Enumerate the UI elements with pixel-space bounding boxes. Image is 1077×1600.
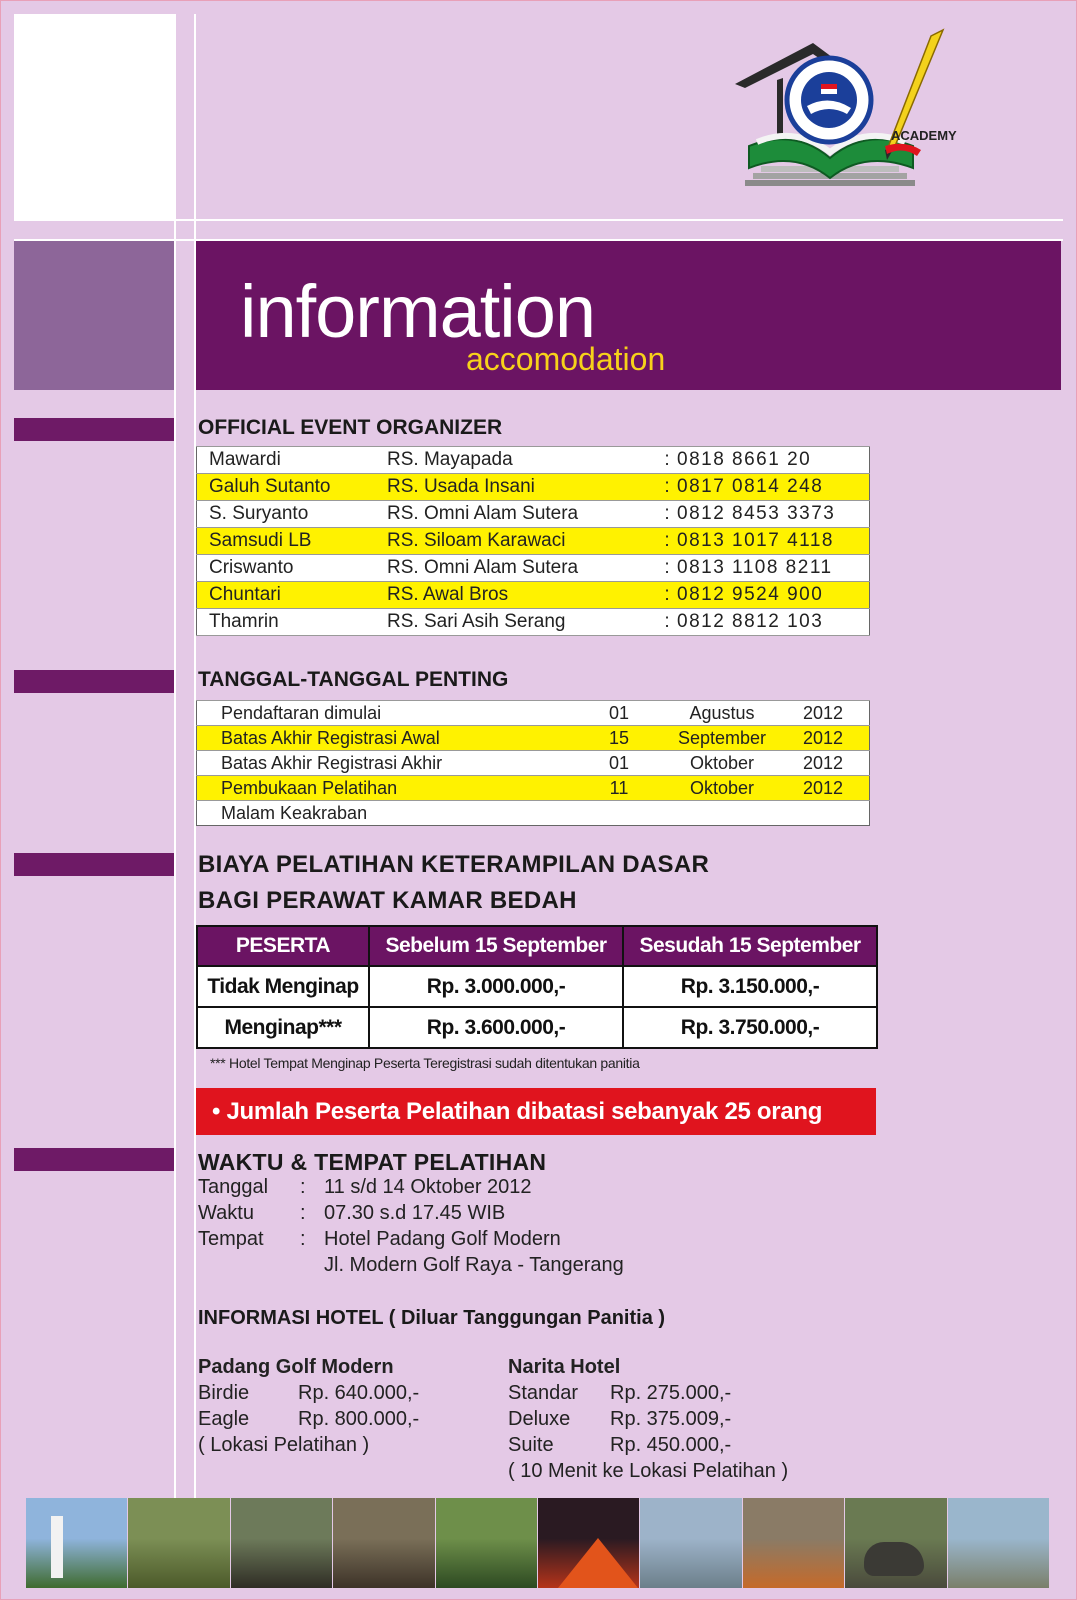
date-event: Batas Akhir Registrasi Akhir xyxy=(197,751,592,776)
hotel-room-price: Rp. 375.009,- xyxy=(610,1408,732,1430)
organizer-hospital: RS. Siloam Karawaci xyxy=(375,528,657,555)
lighthouse-shape xyxy=(51,1516,63,1578)
date-month: September xyxy=(647,726,797,751)
date-year: 2012 xyxy=(797,751,870,776)
photo-rhinoceros xyxy=(845,1498,947,1588)
venue-label: Tempat xyxy=(198,1228,264,1250)
hotel-room-price: Rp. 640.000,- xyxy=(298,1382,420,1404)
hotel-room-type: Eagle xyxy=(198,1408,250,1430)
section-marker-dates xyxy=(14,670,174,693)
organizer-name: Galuh Sutanto xyxy=(197,474,376,501)
date-year xyxy=(797,801,870,826)
hotels-heading: INFORMASI HOTEL ( Diluar Tanggungan Panitia ) xyxy=(198,1307,666,1329)
hotel-name: Narita Hotel xyxy=(508,1356,621,1378)
organizer-phone: 0812 9524 900 xyxy=(677,582,870,609)
photo-cannon-monument xyxy=(948,1498,1050,1588)
organizer-phone: 0813 1017 4118 xyxy=(677,528,870,555)
organizer-colon: : xyxy=(657,528,677,555)
venue-colon: : xyxy=(300,1202,306,1224)
section-marker-organizer xyxy=(14,418,174,441)
organizer-colon: : xyxy=(657,582,677,609)
venue-colon: : xyxy=(300,1228,306,1250)
date-day: 15 xyxy=(591,726,647,751)
organizer-phone: 0818 8661 20 xyxy=(677,447,870,474)
organizer-colon: : xyxy=(657,501,677,528)
hotel-room-row xyxy=(198,1408,488,1434)
fees-note: *** Hotel Tempat Menginap Peserta Teregistrasi sudah ditentukan panitia xyxy=(210,1055,640,1071)
organizer-hospital: RS. Omni Alam Sutera xyxy=(375,501,657,528)
photo-boat-race xyxy=(640,1498,742,1588)
fees-heading-line2: BAGI PERAWAT KAMAR BEDAH xyxy=(198,887,577,914)
venue-value: Hotel Padang Golf Modern xyxy=(324,1228,561,1250)
date-row xyxy=(197,751,870,776)
section-marker-venue xyxy=(14,1148,174,1171)
hotel-room-type: Deluxe xyxy=(508,1408,571,1430)
organizer-name: Chuntari xyxy=(197,582,376,609)
date-row xyxy=(197,726,870,751)
organizer-row xyxy=(197,582,870,609)
organizer-hospital: RS. Usada Insani xyxy=(375,474,657,501)
organizer-hospital: RS. Awal Bros xyxy=(375,582,657,609)
hotel-narita xyxy=(508,1356,858,1486)
date-day: 01 xyxy=(591,701,647,726)
date-month: Oktober xyxy=(647,776,797,801)
organizer-name: S. Suryanto xyxy=(197,501,376,528)
organizer-name: Criswanto xyxy=(197,555,376,582)
hotel-room-price: Rp. 800.000,- xyxy=(298,1408,420,1430)
photo-traditional-people xyxy=(231,1498,333,1588)
photo-dragon-boat xyxy=(743,1498,845,1588)
organizer-name: Mawardi xyxy=(197,447,376,474)
venue-label: Tanggal xyxy=(198,1176,269,1198)
hotel-room-type: Standar xyxy=(508,1382,579,1404)
date-day: 01 xyxy=(591,751,647,776)
organizer-table xyxy=(196,446,870,636)
date-year: 2012 xyxy=(797,726,870,751)
venue-label: Waktu xyxy=(198,1202,254,1224)
hotel-note: ( 10 Menit ke Lokasi Pelatihan ) xyxy=(508,1460,789,1482)
hotel-padang-golf xyxy=(198,1356,488,1460)
rhino-shape xyxy=(864,1542,924,1576)
date-year: 2012 xyxy=(797,776,870,801)
hotel-room-row xyxy=(508,1408,858,1434)
organizer-row xyxy=(197,474,870,501)
participant-limit-banner: • Jumlah Peserta Pelatihan dibatasi sebanyak 25 orang xyxy=(196,1088,876,1135)
date-month: Agustus xyxy=(647,701,797,726)
svg-text:ACADEMY: ACADEMY xyxy=(891,128,957,143)
date-event: Pembukaan Pelatihan xyxy=(197,776,592,801)
photo-village-huts xyxy=(128,1498,230,1588)
venue-value: Jl. Modern Golf Raya - Tangerang xyxy=(324,1254,624,1276)
organizer-heading: OFFICIAL EVENT ORGANIZER xyxy=(198,416,503,439)
hipkabi-academy-logo xyxy=(735,28,1005,203)
date-year: 2012 xyxy=(797,701,870,726)
left-accent-block xyxy=(14,241,174,390)
banner-title: information xyxy=(240,270,596,353)
organizer-hospital: RS. Mayapada xyxy=(375,447,657,474)
fees-heading-line1: BIAYA PELATIHAN KETERAMPILAN DASAR xyxy=(198,851,710,878)
organizer-phone: 0813 1108 8211 xyxy=(677,555,870,582)
fee-header: PESERTA xyxy=(197,926,369,966)
venue-value: 11 s/d 14 Oktober 2012 xyxy=(324,1176,532,1198)
organizer-phone: 0812 8812 103 xyxy=(677,609,870,636)
photo-dancers xyxy=(333,1498,435,1588)
fee-price: Rp. 3.000.000,- xyxy=(369,966,623,1007)
organizer-phone: 0812 8453 3373 xyxy=(677,501,870,528)
hotel-room-type: Birdie xyxy=(198,1382,250,1404)
hotel-room-price: Rp. 450.000,- xyxy=(610,1434,732,1456)
dates-heading: TANGGAL-TANGGAL PENTING xyxy=(198,668,509,691)
organizer-hospital: RS. Omni Alam Sutera xyxy=(375,555,657,582)
fees-table xyxy=(196,925,878,1049)
organizer-colon: : xyxy=(657,474,677,501)
organizer-colon: : xyxy=(657,447,677,474)
photo-volcano-eruption xyxy=(538,1498,640,1588)
date-event: Batas Akhir Registrasi Awal xyxy=(197,726,592,751)
date-day xyxy=(591,801,647,826)
organizer-row xyxy=(197,555,870,582)
fee-header: Sebelum 15 September xyxy=(369,926,623,966)
logo-placeholder-box xyxy=(14,14,174,219)
date-month xyxy=(647,801,797,826)
hotel-room-row xyxy=(508,1382,858,1408)
photo-strip xyxy=(26,1498,1050,1588)
organizer-row xyxy=(197,447,870,474)
volcano-shape xyxy=(558,1538,638,1588)
venue-colon: : xyxy=(300,1176,306,1198)
date-row xyxy=(197,701,870,726)
organizer-hospital: RS. Sari Asih Serang xyxy=(375,609,657,636)
fee-price: Rp. 3.750.000,- xyxy=(623,1007,877,1048)
dates-table xyxy=(196,700,870,826)
fee-header: Sesudah 15 September xyxy=(623,926,877,966)
organizer-phone: 0817 0814 248 xyxy=(677,474,870,501)
hotel-note: ( Lokasi Pelatihan ) xyxy=(198,1434,370,1456)
date-day: 11 xyxy=(591,776,647,801)
fee-price: Rp. 3.600.000,- xyxy=(369,1007,623,1048)
date-event: Malam Keakraban xyxy=(197,801,592,826)
date-row xyxy=(197,801,870,826)
hotel-name: Padang Golf Modern xyxy=(198,1356,394,1378)
date-row xyxy=(197,776,870,801)
hotel-room-type: Suite xyxy=(508,1434,554,1456)
information-banner xyxy=(196,241,1061,390)
organizer-name: Samsudi LB xyxy=(197,528,376,555)
fee-participant-type: Menginap*** xyxy=(197,1007,369,1048)
hotel-room-row xyxy=(198,1382,488,1408)
fee-row xyxy=(197,966,877,1007)
date-month: Oktober xyxy=(647,751,797,776)
fee-participant-type: Tidak Menginap xyxy=(197,966,369,1007)
fee-row xyxy=(197,1007,877,1048)
organizer-name: Thamrin xyxy=(197,609,376,636)
organizer-row xyxy=(197,528,870,555)
photo-lighthouse xyxy=(26,1498,128,1588)
hotel-room-price: Rp. 275.000,- xyxy=(610,1382,732,1404)
section-marker-fees xyxy=(14,853,174,876)
organizer-row xyxy=(197,609,870,636)
organizer-colon: : xyxy=(657,555,677,582)
guide-line-top xyxy=(14,219,1063,221)
fee-price: Rp. 3.150.000,- xyxy=(623,966,877,1007)
venue-value: 07.30 s.d 17.45 WIB xyxy=(324,1202,506,1224)
organizer-colon: : xyxy=(657,609,677,636)
venue-heading: WAKTU & TEMPAT PELATIHAN xyxy=(198,1149,547,1175)
photo-forest-river xyxy=(436,1498,538,1588)
hotel-room-row xyxy=(508,1434,858,1460)
organizer-row xyxy=(197,501,870,528)
banner-subtitle: accomodation xyxy=(466,341,666,377)
date-event: Pendaftaran dimulai xyxy=(197,701,592,726)
